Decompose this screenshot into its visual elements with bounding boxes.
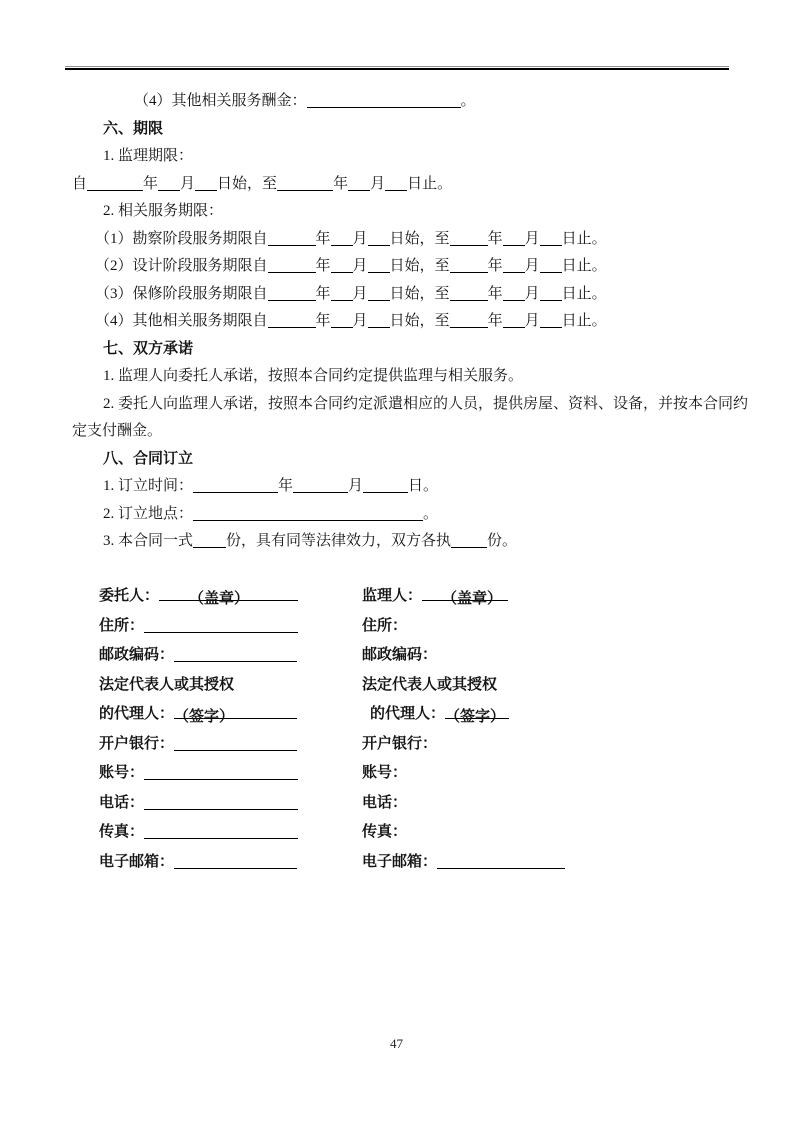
text-run: 日始，至	[389, 285, 450, 302]
text-run: 月	[348, 478, 364, 494]
blank-underline	[540, 257, 562, 273]
supervisor-phone	[362, 789, 722, 819]
text-run: 月	[352, 285, 368, 302]
client-legal-rep	[99, 671, 362, 701]
text-run: 2. 订立地点：	[103, 505, 194, 522]
text-run: 月	[524, 313, 540, 329]
blank-underline	[503, 312, 525, 328]
text-run: 年	[315, 285, 331, 302]
blank-underline	[450, 312, 488, 328]
supervisor-bank-label: 开户银行：	[362, 735, 438, 752]
text-run: 月	[524, 258, 540, 274]
item-related-service-period	[72, 198, 748, 226]
text-run: 。	[460, 93, 476, 109]
other-service-period	[72, 308, 748, 336]
text-run: 月	[352, 230, 368, 247]
client-bank	[99, 730, 362, 760]
text-run: 月	[352, 258, 368, 274]
text-run: 日止。	[561, 313, 607, 329]
blank-underline	[540, 312, 562, 328]
blank-underline	[363, 477, 408, 493]
text-run: 年	[487, 230, 503, 247]
client-agent-sign-fill-text: （签字）	[174, 709, 235, 725]
text-run: 。	[423, 505, 439, 522]
signing-time-line	[72, 473, 748, 501]
survey-phase-period	[72, 226, 748, 254]
warranty-phase-period	[72, 281, 748, 309]
blank-underline	[368, 257, 390, 273]
supervisor-agent-sign-blank-underline	[445, 703, 509, 725]
text-run: （2）设计阶段服务期限自	[95, 258, 268, 274]
supervisor-address	[362, 612, 722, 642]
blank-underline	[540, 230, 562, 246]
text-run: 月	[370, 175, 386, 192]
supervisor-postal-code	[362, 641, 722, 671]
supervisor-legal-rep-label: 法定代表人或其授权	[362, 676, 498, 693]
supervisor-name-seal-label: 监理人：	[362, 588, 423, 604]
blank-underline	[268, 312, 316, 328]
text-run: 份，具有同等法律效力，双方各执	[226, 533, 452, 549]
text-run: 年	[315, 313, 331, 329]
client-address-label: 住所：	[99, 617, 145, 634]
blank-underline	[503, 257, 525, 273]
blank-underline	[385, 175, 407, 191]
client-account-blank-underline	[144, 764, 298, 780]
text-run: 日止。	[561, 285, 607, 302]
text-run: 2. 相关服务期限：	[103, 203, 224, 219]
client-phone	[99, 789, 362, 819]
supervisor-email-blank-underline	[437, 853, 565, 869]
document-body-lines	[72, 88, 748, 556]
blank-underline	[331, 257, 353, 273]
client-account-label: 账号：	[99, 765, 145, 781]
blank-underline	[451, 532, 487, 548]
text-run: 八、合同订立	[103, 450, 194, 467]
signature-column-supervisor	[362, 582, 722, 877]
client-address	[99, 612, 362, 642]
supervisor-email-label: 电子邮箱：	[362, 853, 438, 870]
client-name-seal-label: 委托人：	[99, 588, 160, 604]
signature-column-client	[99, 582, 362, 877]
header-rule	[65, 66, 729, 70]
client-bank-blank-underline	[174, 735, 297, 751]
text-run: 定支付酬金。	[72, 423, 163, 439]
text-run: 1. 监理期限：	[103, 148, 194, 164]
blank-underline	[331, 230, 353, 246]
client-agent-sign-label: 的代理人：	[99, 706, 175, 722]
supervisor-postal-code-label: 邮政编码：	[362, 647, 438, 663]
client-bank-label: 开户银行：	[99, 735, 175, 752]
text-run: 月	[524, 230, 540, 247]
copies-line	[72, 528, 748, 556]
other-service-fee-line	[72, 88, 748, 116]
blank-underline	[193, 505, 423, 521]
text-run: （1）勘察阶段服务期限自	[95, 230, 268, 247]
client-legal-rep-label: 法定代表人或其授权	[99, 676, 235, 693]
blank-underline	[293, 477, 348, 493]
text-run: 年	[315, 258, 331, 274]
client-postal-code	[99, 641, 362, 671]
blank-underline	[450, 230, 488, 246]
text-run: （4）其他相关服务酬金：	[134, 93, 307, 109]
text-run: 份。	[487, 533, 518, 549]
client-fax	[99, 818, 362, 848]
blank-underline	[193, 477, 278, 493]
blank-underline	[193, 532, 226, 548]
client-postal-code-label: 邮政编码：	[99, 647, 175, 663]
client-agent-sign	[99, 700, 362, 730]
client-name-seal	[99, 582, 362, 612]
section-8-heading	[72, 446, 748, 474]
blank-underline	[307, 92, 461, 108]
item-supervision-period	[72, 143, 748, 171]
blank-underline	[503, 230, 525, 246]
supervisor-fax	[362, 818, 722, 848]
header-rule-thick-line	[65, 68, 729, 70]
blank-underline	[368, 312, 390, 328]
blank-underline	[503, 285, 525, 301]
supervisor-phone-label: 电话：	[362, 794, 408, 811]
blank-underline	[368, 285, 390, 301]
text-run: （3）保修阶段服务期限自	[95, 285, 268, 302]
text-run: 日始，至	[389, 230, 450, 247]
text-run: 年	[143, 175, 159, 192]
text-run: 月	[352, 313, 368, 329]
supervisor-agent-sign-label: 的代理人：	[370, 706, 446, 722]
client-postal-code-blank-underline	[174, 646, 297, 662]
supervision-period-dates	[72, 171, 748, 199]
text-run: 日始，至	[389, 313, 450, 329]
blank-underline	[87, 175, 143, 191]
text-run: 日。	[408, 478, 439, 494]
text-run: 月	[180, 175, 196, 192]
text-run: 年	[487, 313, 503, 329]
client-address-blank-underline	[144, 617, 298, 633]
blank-underline	[450, 285, 488, 301]
blank-underline	[368, 230, 390, 246]
text-run: 日始，至	[389, 258, 450, 274]
promise-2-line-2	[72, 418, 748, 446]
promise-2-line-1	[72, 391, 748, 419]
client-name-seal-fill-text: （盖章）	[189, 591, 250, 607]
design-phase-period	[72, 253, 748, 281]
blank-underline	[268, 230, 316, 246]
header-rule-thin-line	[65, 66, 729, 67]
blank-underline	[331, 285, 353, 301]
text-run: 日止。	[561, 258, 607, 274]
text-run: 2. 委托人向监理人承诺，按照本合同约定派遣相应的人员，提供房屋、资料、设备，并按本合同约	[103, 395, 749, 412]
text-run: 3. 本合同一式	[103, 533, 194, 549]
supervisor-name-seal-blank-underline	[422, 585, 508, 607]
section-6-heading	[72, 116, 748, 144]
supervisor-account	[362, 759, 722, 789]
blank-underline	[450, 257, 488, 273]
text-run: 年	[315, 230, 331, 247]
text-run: 七、双方承诺	[103, 340, 194, 357]
supervisor-agent-sign	[362, 700, 722, 730]
blank-underline	[268, 257, 316, 273]
blank-underline	[158, 175, 180, 191]
text-run: （4）其他相关服务期限自	[95, 313, 268, 329]
text-run: 日止。	[407, 175, 453, 192]
blank-underline	[268, 285, 316, 301]
client-fax-blank-underline	[144, 823, 298, 839]
supervisor-name-seal-fill-text: （盖章）	[442, 591, 503, 607]
blank-underline	[331, 312, 353, 328]
text-run: 自	[72, 175, 88, 192]
page-number: 47	[390, 1036, 403, 1051]
signature-block	[99, 582, 722, 877]
promise-1	[72, 363, 748, 391]
supervisor-agent-sign-fill-text: （签字）	[445, 709, 506, 725]
blank-underline	[348, 175, 370, 191]
text-run: 年	[487, 258, 503, 274]
client-agent-sign-blank-underline	[174, 703, 297, 725]
text-run: 年	[487, 285, 503, 302]
blank-underline	[540, 285, 562, 301]
blank-underline	[195, 175, 217, 191]
supervisor-address-label: 住所：	[362, 617, 408, 634]
text-run: 年	[278, 478, 294, 494]
supervisor-fax-label: 传真：	[362, 824, 408, 840]
supervisor-bank	[362, 730, 722, 760]
text-run: 月	[524, 285, 540, 302]
text-run: 年	[333, 175, 349, 192]
blank-underline	[277, 175, 333, 191]
section-7-heading	[72, 336, 748, 364]
client-email	[99, 848, 362, 878]
text-run: 1. 订立时间：	[103, 478, 194, 494]
supervisor-name-seal	[362, 582, 722, 612]
supervisor-legal-rep	[362, 671, 722, 701]
text-run: 日始，至	[217, 175, 278, 192]
client-fax-label: 传真：	[99, 824, 145, 840]
supervisor-account-label: 账号：	[362, 765, 408, 781]
client-phone-label: 电话：	[99, 794, 145, 811]
text-run: 1. 监理人向委托人承诺，按照本合同约定提供监理与相关服务。	[103, 368, 524, 384]
supervisor-email	[362, 848, 722, 878]
text-run: 六、期限	[103, 120, 164, 137]
client-email-label: 电子邮箱：	[99, 853, 175, 870]
text-run: 日止。	[561, 230, 607, 247]
signing-place-line	[72, 501, 748, 529]
client-name-seal-blank-underline	[159, 585, 298, 607]
client-account	[99, 759, 362, 789]
client-phone-blank-underline	[144, 794, 298, 810]
client-email-blank-underline	[174, 853, 297, 869]
